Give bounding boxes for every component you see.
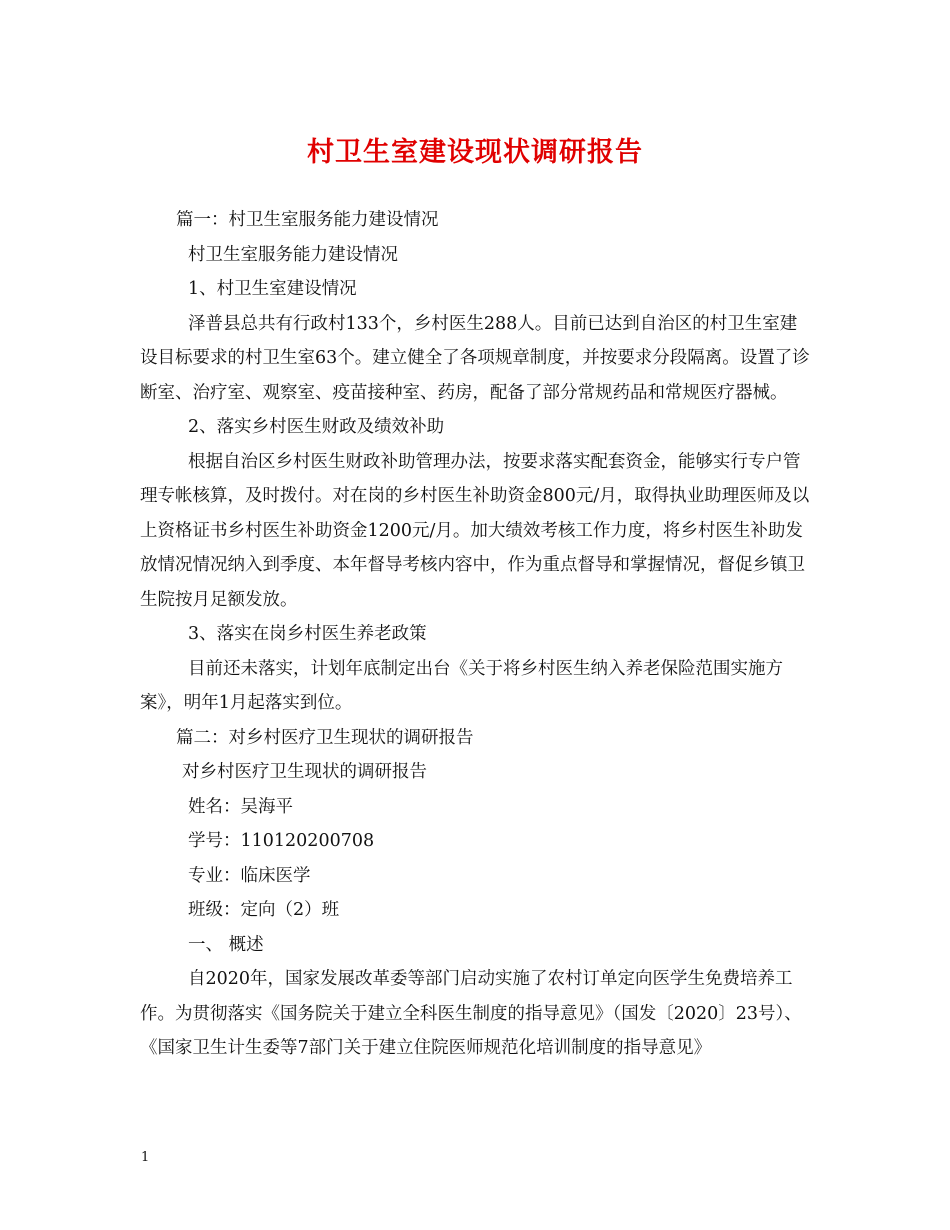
- paragraph-p6: 根据自治区乡村医生财政补助管理办法，按要求落实配套资金，能够实行专户管理专帐核算，及时拨付。对在岗的乡村医生补助资金800元/月，取得执业助理医师及以上资格证书乡村医生补助资金1200元/月。加大绩效考核工作力度，将乡村医生补助发放情况情况纳入到季度、本年督导考核内容中，作为重点督导和掌握情况，督促乡镇卫生院按月足额发放。: [140, 451, 810, 610]
- document-title: 村卫生室建设现状调研报告: [307, 137, 643, 168]
- document-body: [140, 203, 812, 1066]
- paragraph-p4: 泽普县总共有行政村133个，乡村医生288人。目前已达到自治区的村卫生室建设目标要求的村卫生室63个。建立健全了各项规章制度，并按要求分段隔离。设置了诊断室、治疗室、观察室、疫苗接种室、药房，配备了部分常规药品和常规医疗器械。: [140, 313, 810, 403]
- paragraph-p13: 专业：临床医学: [188, 865, 311, 886]
- paragraph-p15: 一、 概述: [188, 934, 264, 955]
- paragraph-p3: 1、村卫生室建设情况: [188, 279, 357, 299]
- paragraph-p16: 自2020年，国家发展改革委等部门启动实施了农村订单定向医学生免费培养工作。为贯彻落实《国务院关于建立全科医生制度的指导意见》（国发〔2020〕23号）、《国家卫生计生委等7部门关于建立住院医师规范化培训制度的指导意见》: [140, 969, 802, 1058]
- paragraph-p11: 姓名：吴海平: [188, 796, 293, 817]
- paragraph-p9: 篇二：对乡村医疗卫生现状的调研报告: [176, 727, 474, 748]
- paragraph-p10: 对乡村医疗卫生现状的调研报告: [182, 762, 427, 782]
- paragraph-p14: 班级：定向（2）班: [188, 900, 340, 920]
- paragraph-p7: 3、落实在岗乡村医生养老政策: [188, 624, 427, 644]
- paragraph-p2: 村卫生室服务能力建设情况: [188, 244, 398, 265]
- paragraph-p1: 篇一：村卫生室服务能力建设情况: [176, 210, 439, 230]
- paragraph-p12: 学号：110120200708: [188, 831, 375, 851]
- paragraph-p5: 2、落实乡村医生财政及绩效补助: [188, 417, 445, 437]
- paragraph-p8: 目前还未落实，计划年底制定出台《关于将乡村医生纳入养老保险范围实施方案》，明年1月起落实到位。: [140, 658, 783, 713]
- page-number: 1: [141, 1150, 150, 1165]
